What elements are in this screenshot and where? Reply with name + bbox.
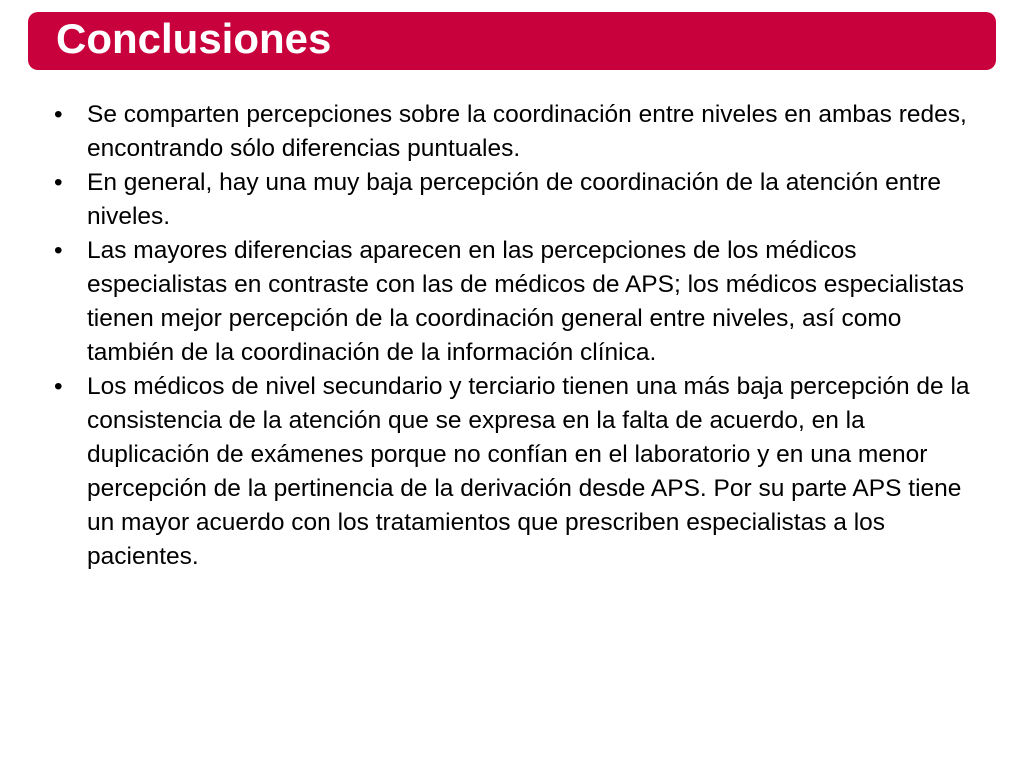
slide-title: Conclusiones [56, 15, 332, 62]
bullet-text: En general, hay una muy baja percepción de coordinación de la atención entre niveles. [87, 169, 941, 230]
bullet-icon: • [54, 237, 63, 264]
bullet-item [54, 98, 984, 166]
bullet-text: Las mayores diferencias aparecen en las percepciones de los médicos especialistas en contraste con las de médicos de APS; los médicos especialistas tienen mejor percepción de la coordinación general entre niveles, así como también de la coordinación de la información clínica. [87, 237, 965, 366]
title-bar [28, 12, 996, 70]
bullet-text: Se comparten percepciones sobre la coordinación entre niveles en ambas redes, encontrando sólo diferencias puntuales. [87, 101, 967, 162]
bullet-item [54, 370, 984, 574]
bullet-text: Los médicos de nivel secundario y terciario tienen una más baja percepción de la consistencia de la atención que se expresa en la falta de acuerdo, en la duplicación de exámenes porque no confían en el laboratorio y en una menor percepción de la pertinencia de la derivación desde APS. Por su parte APS tiene un mayor acuerdo con los tratamientos que prescriben especialistas a los pacientes. [87, 373, 970, 570]
bullet-item [54, 234, 984, 370]
bullet-icon: • [54, 169, 63, 196]
bullet-icon: • [54, 373, 63, 400]
bullet-item [54, 166, 984, 234]
bullet-icon: • [54, 101, 63, 128]
bullet-list [54, 98, 984, 574]
